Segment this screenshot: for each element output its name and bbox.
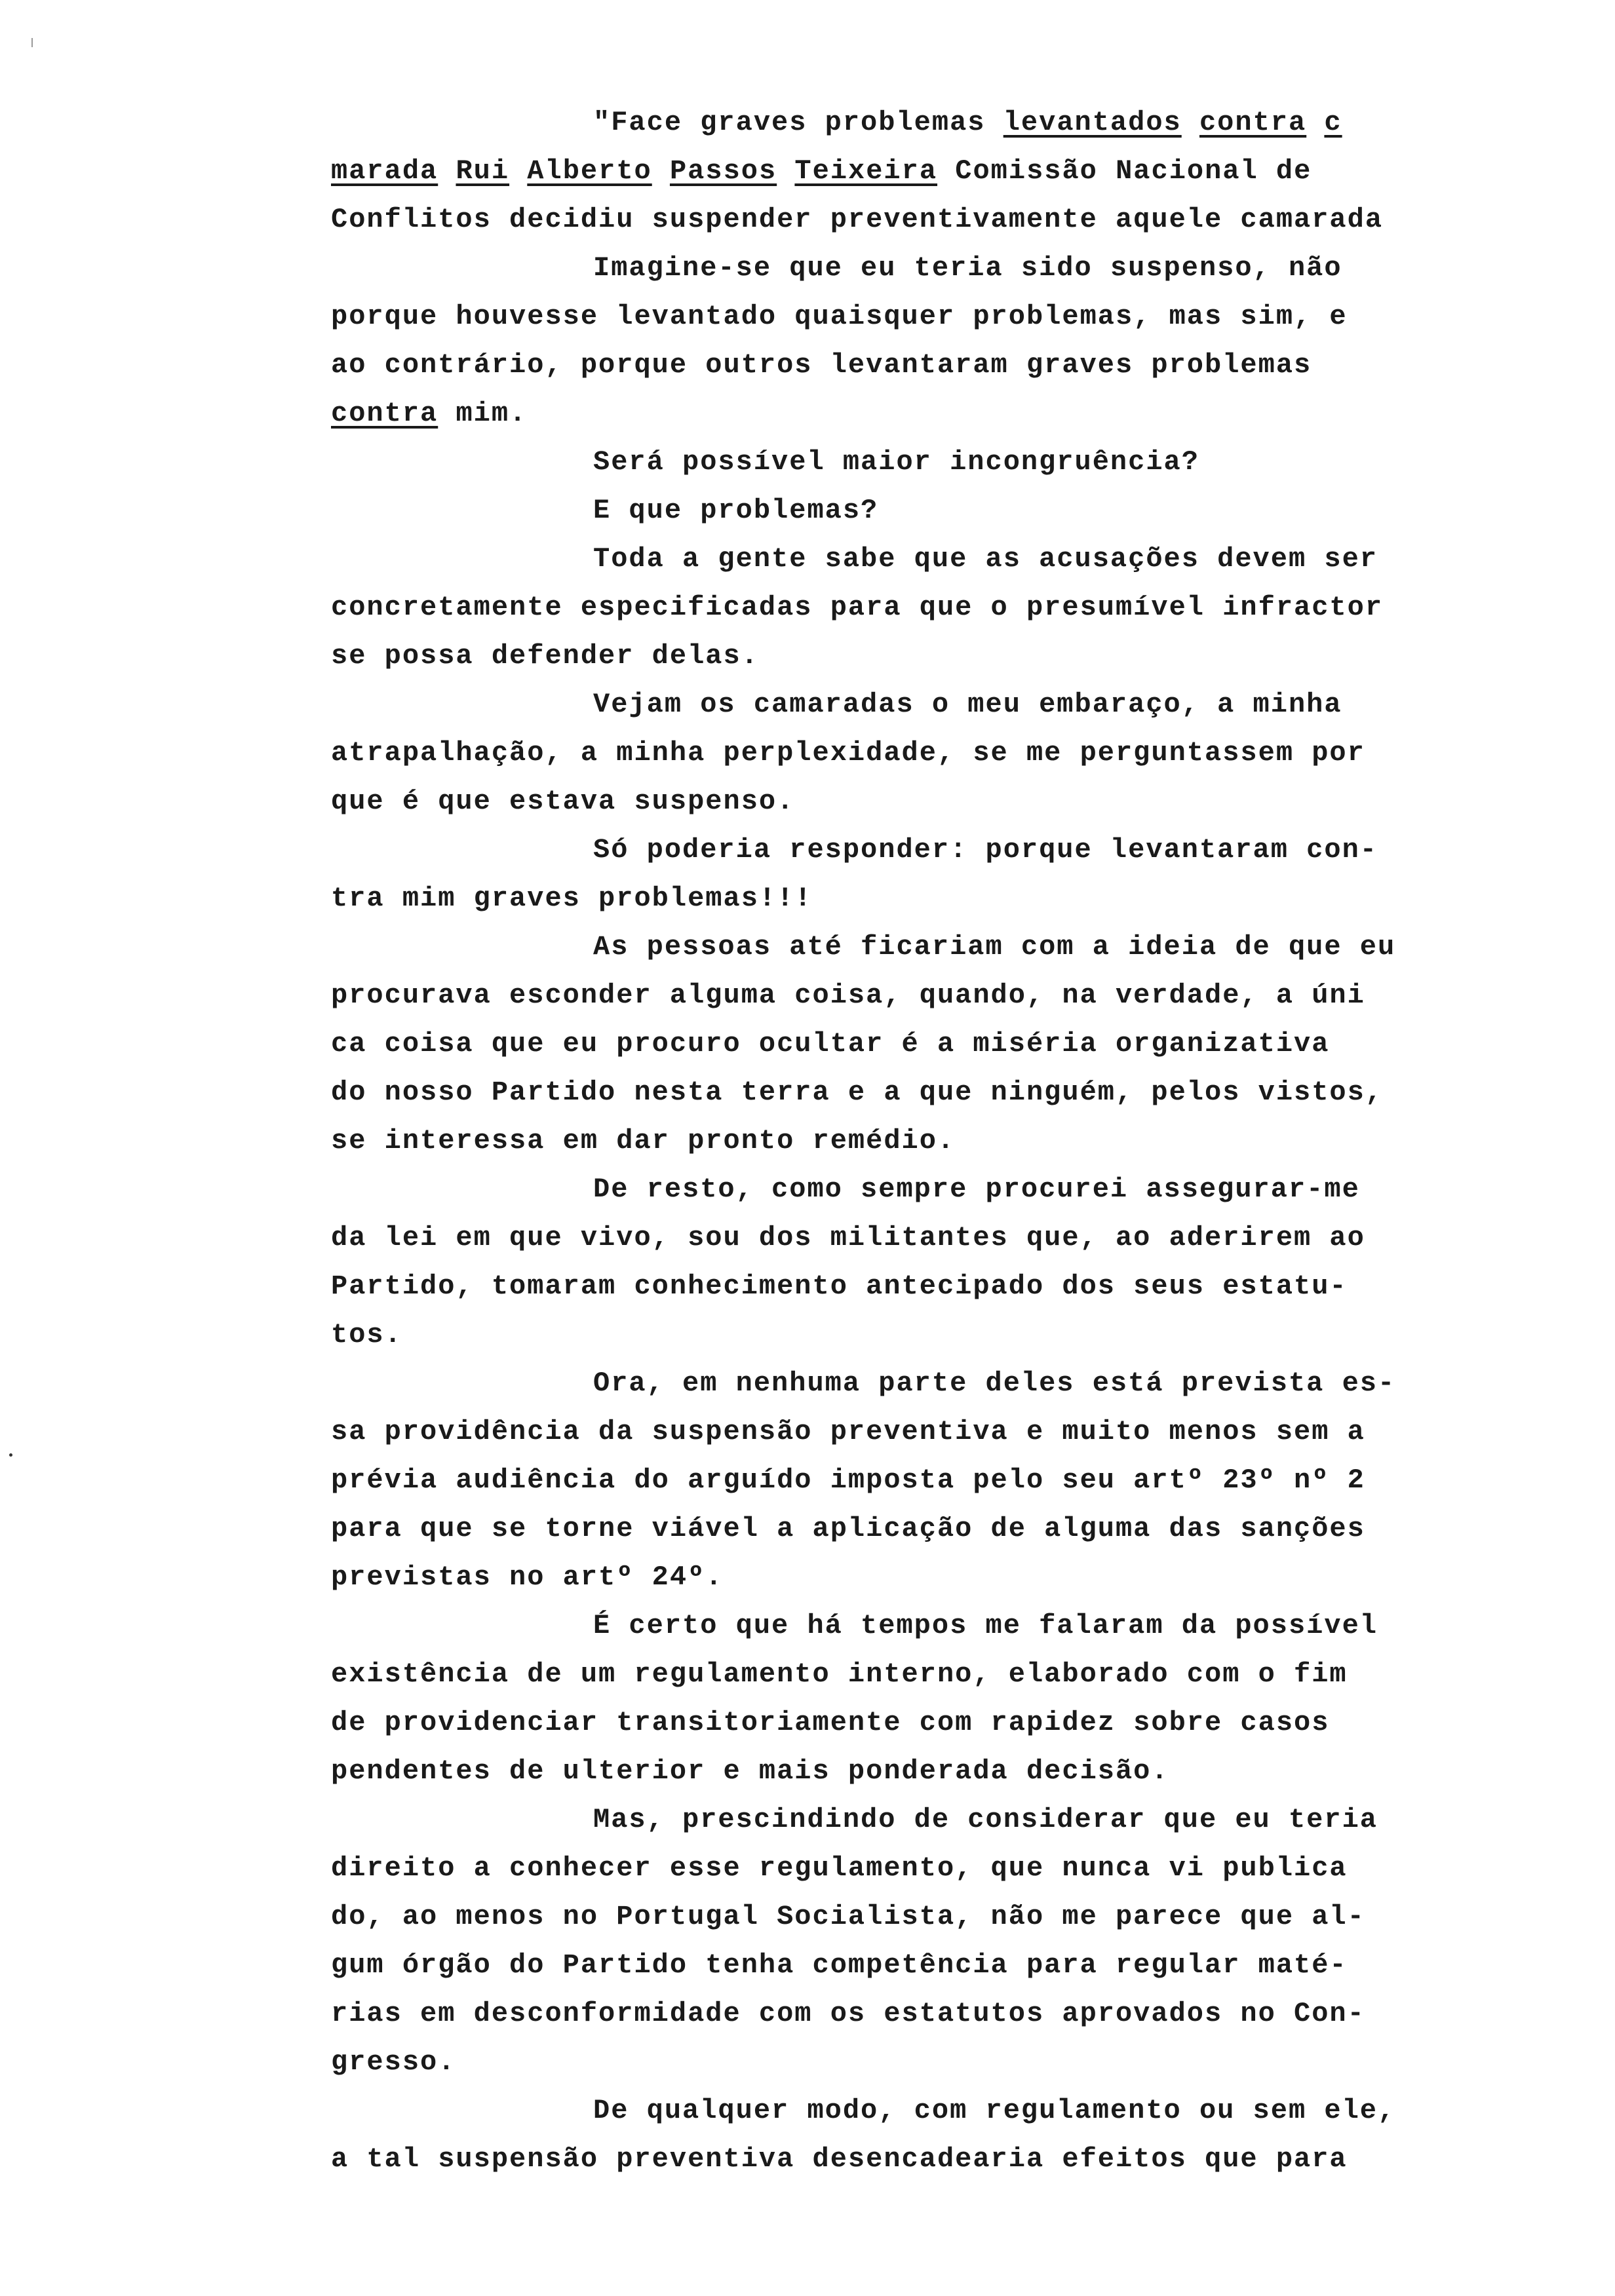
text-line — [331, 729, 1537, 777]
text-run: Conflitos decidiu suspender preventivamente aquele camarada — [331, 204, 1384, 235]
paragraph — [331, 98, 1537, 244]
text-run: concretamente especificadas para que o presumível infractor — [331, 592, 1384, 623]
paragraph — [331, 438, 1537, 486]
text-line — [331, 1892, 1537, 1941]
underlined-text: Passos — [669, 155, 777, 187]
text-line — [331, 244, 1537, 292]
text-line — [331, 1650, 1537, 1698]
paragraph — [331, 2086, 1537, 2183]
text-line — [331, 341, 1537, 389]
text-line — [331, 2135, 1537, 2183]
text-line — [331, 632, 1537, 680]
underlined-text: contra — [331, 398, 438, 429]
text-run — [1182, 107, 1199, 138]
text-line — [331, 1359, 1537, 1407]
text-line — [331, 1504, 1537, 1553]
text-line — [331, 535, 1537, 583]
text-run: É certo que há tempos me falaram da possível — [593, 1610, 1378, 1641]
underlined-text: c — [1324, 107, 1342, 138]
text-run: do, ao menos no Portugal Socialista, não me parece que al- — [331, 1901, 1365, 1932]
text-line — [331, 1553, 1537, 1601]
text-line — [331, 147, 1537, 195]
text-run: "Face graves problemas — [593, 107, 1003, 138]
text-line — [331, 486, 1537, 535]
text-line — [331, 1311, 1537, 1359]
text-line — [331, 1747, 1537, 1795]
text-run: existência de um regulamento interno, elaborado com o fim — [331, 1658, 1348, 1690]
text-line — [331, 826, 1537, 874]
margin-dot — [9, 1453, 12, 1457]
text-line — [331, 1020, 1537, 1068]
text-run: Será possível maior incongruência? — [593, 446, 1199, 478]
text-line — [331, 389, 1537, 438]
text-run: para que se torne viável a aplicação de alguma das sanções — [331, 1513, 1365, 1544]
text-line — [331, 292, 1537, 341]
text-run: Imagine-se que eu teria sido suspenso, não — [593, 252, 1342, 284]
text-run: Partido, tomaram conhecimento antecipado dos seus estatu- — [331, 1271, 1348, 1302]
text-run: porque houvesse levantado quaisquer problemas, mas sim, e — [331, 301, 1348, 332]
text-run: tra mim graves problemas!!! — [331, 883, 813, 914]
text-run: previstas no artº 24º. — [331, 1561, 724, 1593]
underlined-text: marada — [331, 155, 438, 187]
text-run: E que problemas? — [593, 495, 879, 526]
underlined-text: Teixeira — [794, 155, 938, 187]
paragraph — [331, 486, 1537, 535]
typewritten-text-body — [331, 98, 1537, 2183]
text-run: que é que estava suspenso. — [331, 786, 795, 817]
text-line — [331, 1407, 1537, 1456]
text-run: Toda a gente sabe que as acusações devem ser — [593, 543, 1378, 575]
text-run: gresso. — [331, 2046, 456, 2078]
text-run: Só poderia responder: porque levantaram con- — [593, 834, 1378, 866]
paragraph — [331, 826, 1537, 923]
text-run: ao contrário, porque outros levantaram graves problemas — [331, 349, 1312, 381]
text-run: de providenciar transitoriamente com rapidez sobre casos — [331, 1707, 1330, 1738]
text-line — [331, 1165, 1537, 1214]
text-run: Mas, prescindindo de considerar que eu teria — [593, 1804, 1378, 1835]
text-run: Comissão Nacional de — [937, 155, 1312, 187]
text-line — [331, 1214, 1537, 1262]
text-run — [438, 155, 456, 187]
text-run: sa providência da suspensão preventiva e muito menos sem a — [331, 1416, 1365, 1447]
text-run: As pessoas até ficariam com a ideia de que eu — [593, 931, 1396, 963]
text-run: De resto, como sempre procurei assegurar-me — [593, 1174, 1360, 1205]
paragraph — [331, 1165, 1537, 1359]
text-line — [331, 1262, 1537, 1311]
paragraph — [331, 535, 1537, 680]
paragraph — [331, 1359, 1537, 1601]
text-line — [331, 1601, 1537, 1650]
text-line — [331, 2038, 1537, 2086]
text-run: prévia audiência do arguído imposta pelo seu artº 23º nº 2 — [331, 1464, 1365, 1496]
text-run: De qualquer modo, com regulamento ou sem ele, — [593, 2095, 1396, 2126]
underlined-text: Alberto — [527, 155, 652, 187]
text-line — [331, 1941, 1537, 1989]
text-run — [777, 155, 794, 187]
text-line — [331, 2086, 1537, 2135]
text-line — [331, 438, 1537, 486]
underlined-text: Rui — [456, 155, 510, 187]
text-run: se interessa em dar pronto remédio. — [331, 1125, 956, 1157]
text-line — [331, 680, 1537, 729]
paragraph — [331, 1795, 1537, 2086]
text-run: Ora, em nenhuma parte deles está prevista es- — [593, 1368, 1396, 1399]
text-line — [331, 583, 1537, 632]
margin-mark — [31, 38, 33, 47]
text-line — [331, 1844, 1537, 1892]
text-line — [331, 1117, 1537, 1165]
text-run: pendentes de ulterior e mais ponderada decisão. — [331, 1755, 1169, 1787]
text-line — [331, 98, 1537, 147]
text-line — [331, 195, 1537, 244]
paragraph — [331, 244, 1537, 438]
text-run: a tal suspensão preventiva desencadearia efeitos que para — [331, 2143, 1348, 2175]
paragraph — [331, 680, 1537, 826]
text-line — [331, 1795, 1537, 1844]
text-line — [331, 1989, 1537, 2038]
text-run: ca coisa que eu procuro ocultar é a miséria organizativa — [331, 1028, 1330, 1060]
text-line — [331, 1068, 1537, 1117]
underlined-text: levantados — [1003, 107, 1182, 138]
text-run: procurava esconder alguma coisa, quando, na verdade, a úni — [331, 980, 1365, 1011]
text-line — [331, 971, 1537, 1020]
text-run: atrapalhação, a minha perplexidade, se me perguntassem por — [331, 737, 1365, 769]
underlined-text: contra — [1199, 107, 1307, 138]
text-run — [1306, 107, 1324, 138]
text-run: mim. — [438, 398, 528, 429]
text-run: se possa defender delas. — [331, 640, 759, 672]
paragraph — [331, 923, 1537, 1165]
text-run: da lei em que vivo, sou dos militantes que, ao aderirem ao — [331, 1222, 1365, 1253]
text-run — [509, 155, 527, 187]
text-line — [331, 1698, 1537, 1747]
text-run — [652, 155, 670, 187]
paragraph — [331, 1601, 1537, 1795]
text-line — [331, 874, 1537, 923]
text-run: gum órgão do Partido tenha competência para regular maté- — [331, 1949, 1348, 1981]
text-run: direito a conhecer esse regulamento, que nunca vi publica — [331, 1852, 1348, 1884]
text-line — [331, 777, 1537, 826]
text-run: rias em desconformidade com os estatutos aprovados no Con- — [331, 1998, 1365, 2029]
text-line — [331, 923, 1537, 971]
text-line — [331, 1456, 1537, 1504]
text-run: Vejam os camaradas o meu embaraço, a minha — [593, 689, 1342, 720]
text-run: do nosso Partido nesta terra e a que ninguém, pelos vistos, — [331, 1077, 1384, 1108]
text-run: tos. — [331, 1319, 402, 1350]
